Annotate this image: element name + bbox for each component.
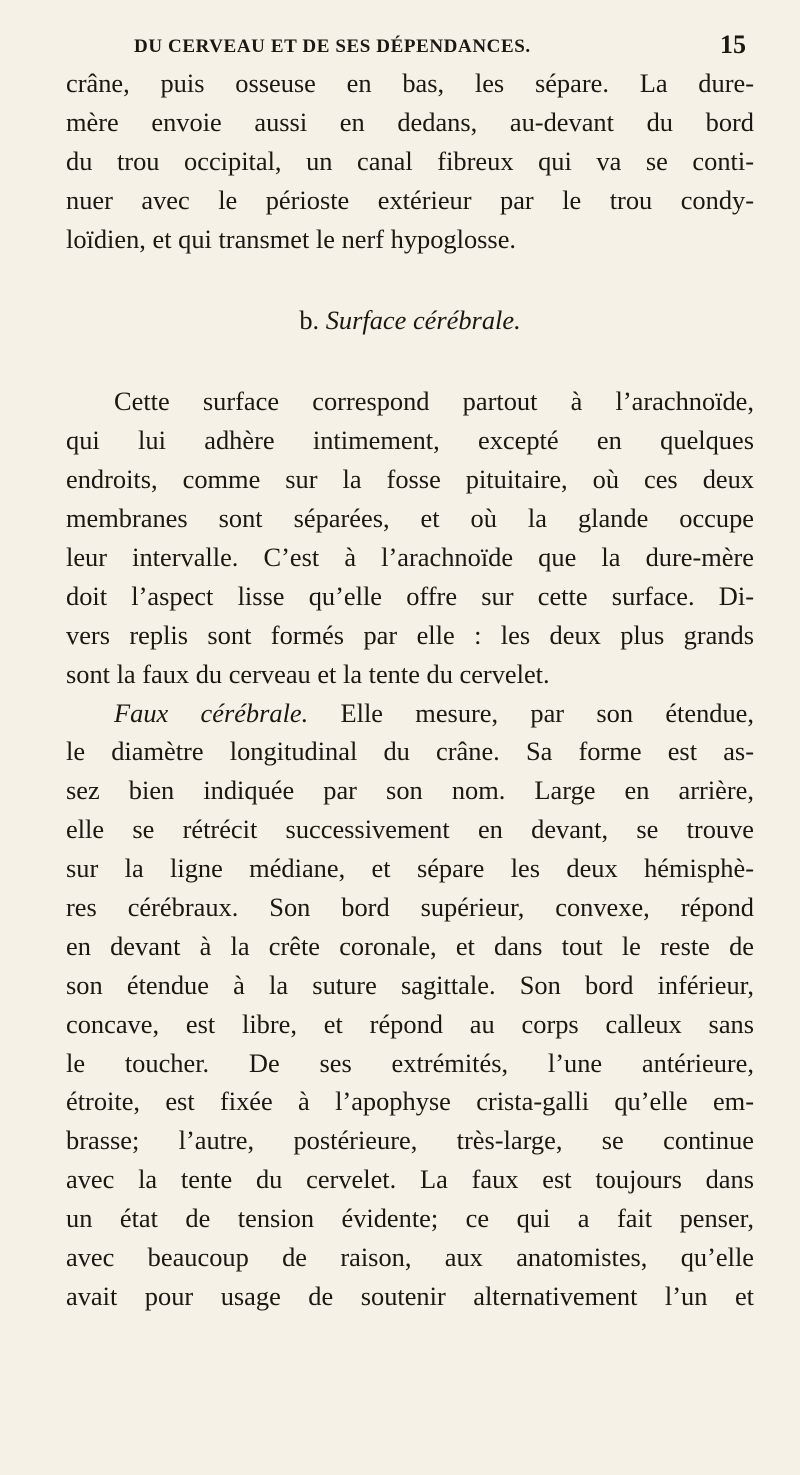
text-line: mère envoie aussi en dedans, au-devant du bord	[66, 106, 754, 137]
text-line: sont la faux du cerveau et la tente du cervelet.	[66, 658, 550, 689]
runin-heading: Faux cérébrale.	[114, 697, 309, 728]
text-line: crâne, puis osseuse en bas, les sépare. La dure-	[66, 68, 754, 98]
body-text	[66, 64, 754, 1316]
text-line: membranes sont séparées, et où la glande occupe	[66, 503, 754, 534]
text-line: loïdien, et qui transmet le nerf hypoglosse.	[66, 223, 517, 254]
text-line: brasse; l’autre, postérieure, très-large, se continue	[66, 1125, 754, 1156]
text-line: concave, est libre, et répond au corps calleux sans	[66, 1008, 754, 1039]
page-number: 15	[720, 30, 746, 59]
text-line: nuer avec le périoste extérieur par le trou condy-	[66, 184, 754, 215]
text-line: elle se rétrécit successivement en devant, se trouve	[66, 814, 754, 845]
text-line: le diamètre longitudinal du crâne. Sa forme est as-	[66, 736, 754, 767]
section-letter: b.	[299, 305, 320, 336]
text-line: son étendue à la suture sagittale. Son bord inférieur,	[66, 969, 754, 1000]
text-line: sur la ligne médiane, et sépare les deux hémisphè-	[66, 853, 754, 884]
text-line: le toucher. De ses extrémités, l’une antérieure,	[66, 1047, 754, 1078]
text-line: avec la tente du cervelet. La faux est toujours dans	[66, 1164, 754, 1195]
running-title: DU CERVEAU ET DE SES DÉPENDANCES.	[134, 36, 531, 57]
text-line: en devant à la crête coronale, et dans tout le reste de	[66, 930, 754, 961]
paragraph-surface-cerebrale	[66, 382, 754, 693]
text-line: avait pour usage de soutenir alternativement l’un et	[66, 1280, 754, 1311]
text-line: Cette surface correspond partout à l’arachnoïde,	[114, 386, 754, 417]
text-line: res cérébraux. Son bord supérieur, convexe, répond	[66, 892, 754, 923]
text-line: vers replis sont formés par elle : les deux plus grands	[66, 619, 754, 650]
text-line: étroite, est fixée à l’apophyse crista-galli qu’elle em-	[66, 1086, 754, 1117]
text-line: doit l’aspect lisse qu’elle offre sur cette surface. Di-	[66, 580, 754, 611]
text-line: sez bien indiquée par son nom. Large en arrière,	[66, 775, 754, 806]
section-heading	[66, 300, 754, 340]
spacer	[66, 340, 754, 382]
text-line	[66, 694, 754, 733]
text-line: du trou occipital, un canal fibreux qui va se conti-	[66, 145, 754, 176]
paragraph-dure-mere-canal	[66, 64, 754, 258]
text-line: avec beaucoup de raison, aux anatomistes, qu’elle	[66, 1242, 754, 1273]
text-line: endroits, comme sur la fosse pituitaire, où ces deux	[66, 464, 754, 495]
spacer	[66, 258, 754, 300]
section-title: Surface cérébrale.	[325, 305, 521, 336]
running-head	[66, 28, 750, 68]
paragraph-faux-cerebrale	[66, 694, 754, 1316]
text-line-rest: Elle mesure, par son étendue,	[308, 697, 754, 728]
text-line: un état de tension évidente; ce qui a fait penser,	[66, 1203, 754, 1234]
text-line: qui lui adhère intimement, excepté en quelques	[66, 425, 754, 456]
text-line: leur intervalle. C’est à l’arachnoïde que la dure-mère	[66, 542, 754, 573]
